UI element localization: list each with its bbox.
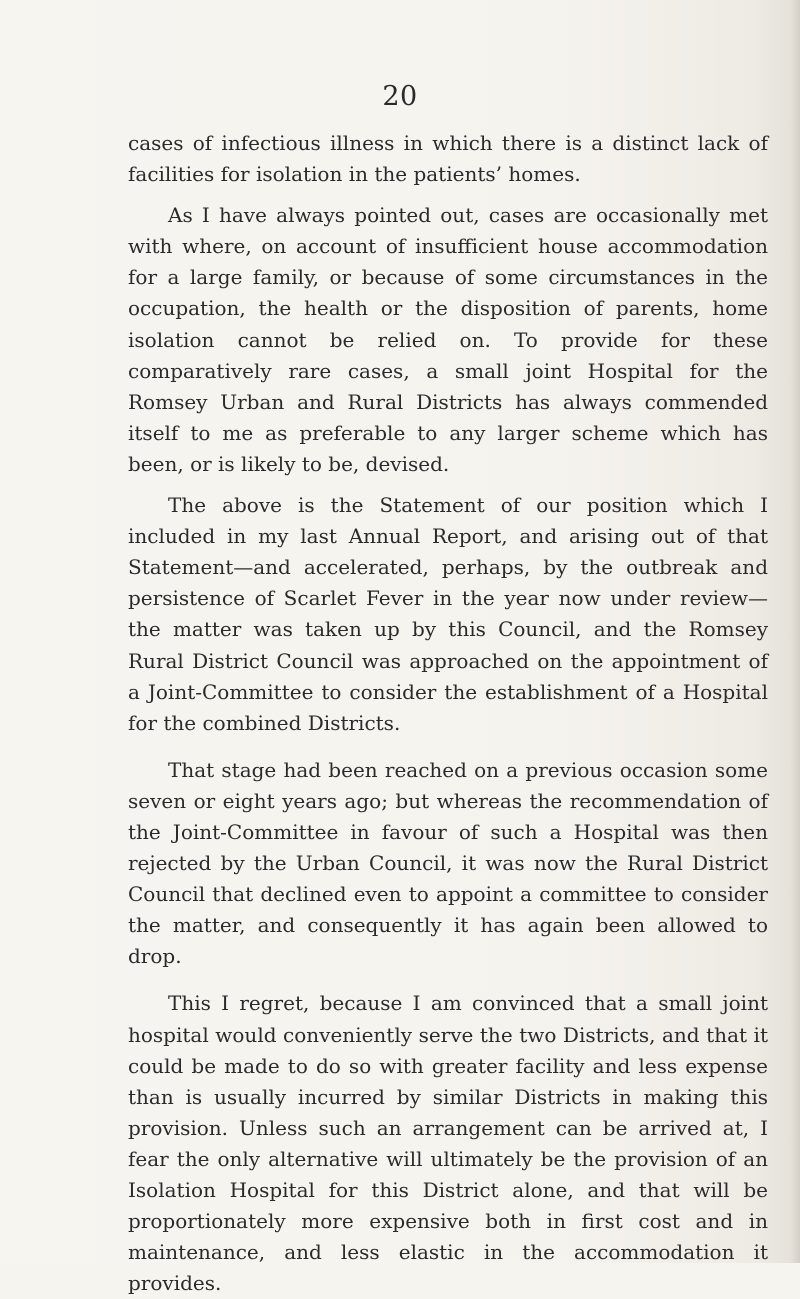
paragraph-isolation-cases: As I have always pointed out, cases are occasionally met with where, on account of insufficient house accommodation for a large family, or because of some circumstances in the occupation, the health or the disposition of parents, home isolation cannot be relied on. To provide for these comparatively rare cases, a small joint Hospital for the Romsey Urban and Rural Districts has always commended itself to me as preferable to any larger scheme which has been, or is likely to be, devised.	[128, 203, 768, 476]
paragraph-statement-position: The above is the Statement of our position which I included in my last Annual Report, and arising out of that Statement—and accelerated, perhaps, by the outbreak and persistence of Scarlet Fever in the year now under review—the matter was taken up by this Council, and the Romsey Rural District Council was approached on the appointment of a Joint-Committee to consider the establishment of a Hospital for the combined Districts.	[128, 493, 768, 735]
body-text	[128, 128, 768, 1299]
paragraph-regret: This I regret, because I am convinced that a small joint hospital would conveniently serve the two Districts, and that it could be made to do so with greater facility and less expense than is usually incurred by similar Districts in making this provision. Unless such an arrangement can be arrived at, I fear the only alternative will ultimately be the provision of an Isolation Hospital for this District alone, and that will be proportionately more expensive both in first cost and in maintenance, and less elastic in the accommodation it provides.	[128, 991, 768, 1296]
page-edge-shadow	[790, 0, 800, 1263]
paragraph-continuation: cases of infectious illness in which there is a distinct lack of facilities for isolation in the patients’ homes.	[128, 131, 768, 187]
page-number: 20	[382, 81, 418, 112]
paragraph-previous-occasion: That stage had been reached on a previous occasion some seven or eight years ago; but whereas the recommendation of the Joint-Committee in favour of such a Hospital was then rejected by the Urban Council, it was now the Rural District Council that declined even to appoint a committee to consider the matter, and consequently it has again been allowed to drop.	[128, 757, 768, 969]
